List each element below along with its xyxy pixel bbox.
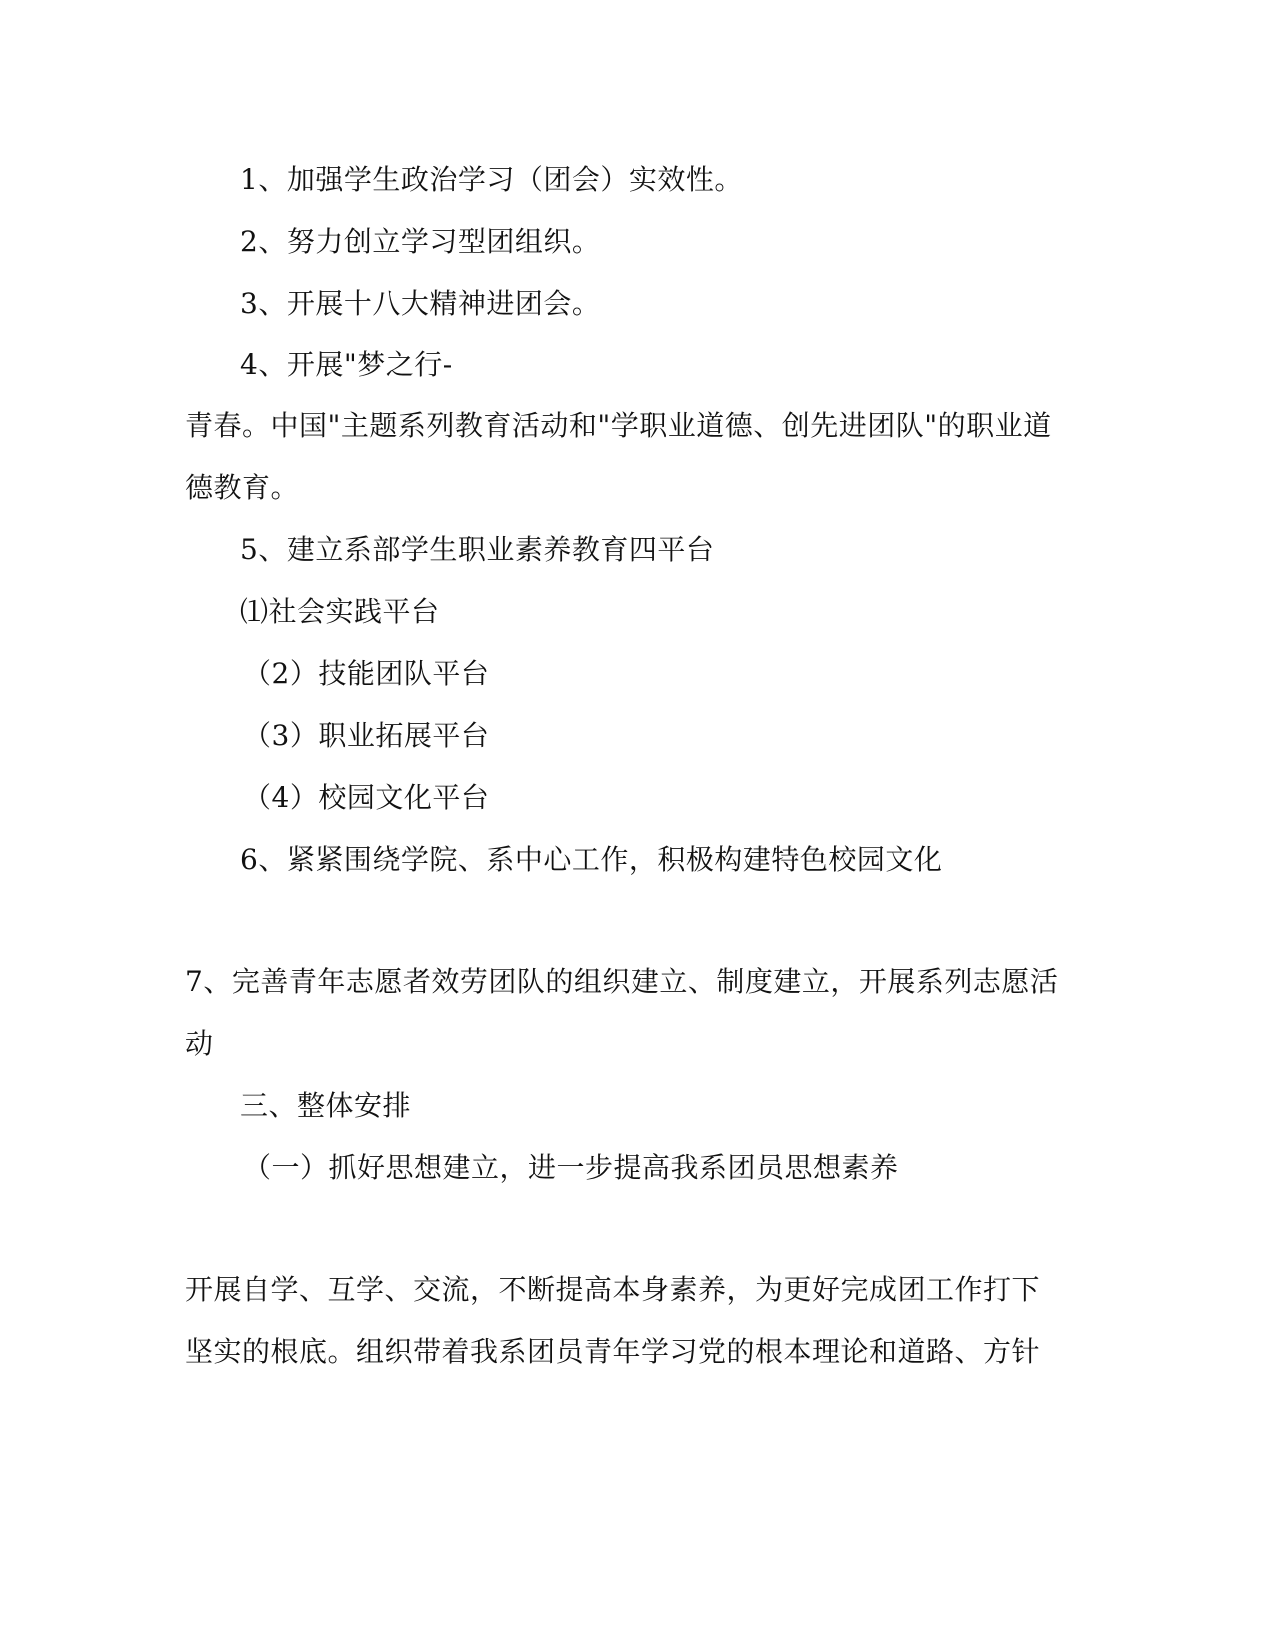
sub-item-2: （2）技能团队平台 [243,657,490,690]
list-item-4: 4、开展"梦之行- [240,348,453,381]
sub-item-4: （4）校园文化平台 [243,781,490,814]
list-item-4-continued: 青春。中国"主题系列教育活动和"学职业道德、创先进团队"的职业道 [185,409,1052,442]
section-heading: 三、整体安排 [240,1089,412,1122]
list-item-7: 7、完善青年志愿者效劳团队的组织建立、制度建立，开展系列志愿活 [185,965,1059,998]
sub-item-1: ⑴社会实践平台 [240,595,440,628]
list-item-7-continued: 动 [185,1027,214,1060]
paragraph-line-2: 坚实的根底。组织带着我系团员青年学习党的根本理论和道路、方针 [185,1335,1041,1368]
sub-item-3: （3）职业拓展平台 [243,719,490,752]
list-item-5: 5、建立系部学生职业素养教育四平台 [240,533,715,566]
list-item-4-continued-end: 德教育。 [185,471,300,504]
list-item-6: 6、紧紧围绕学院、系中心工作，积极构建特色校园文化 [240,843,943,876]
list-item-1: 1、加强学生政治学习（团会）实效性。 [240,163,743,196]
list-item-2: 2、努力创立学习型团组织。 [240,225,601,258]
subsection-heading: （一）抓好思想建立，进一步提高我系团员思想素养 [243,1151,899,1184]
list-item-3: 3、开展十八大精神进团会。 [240,287,601,320]
paragraph-line-1: 开展自学、互学、交流，不断提高本身素养，为更好完成团工作打下 [185,1273,1041,1306]
